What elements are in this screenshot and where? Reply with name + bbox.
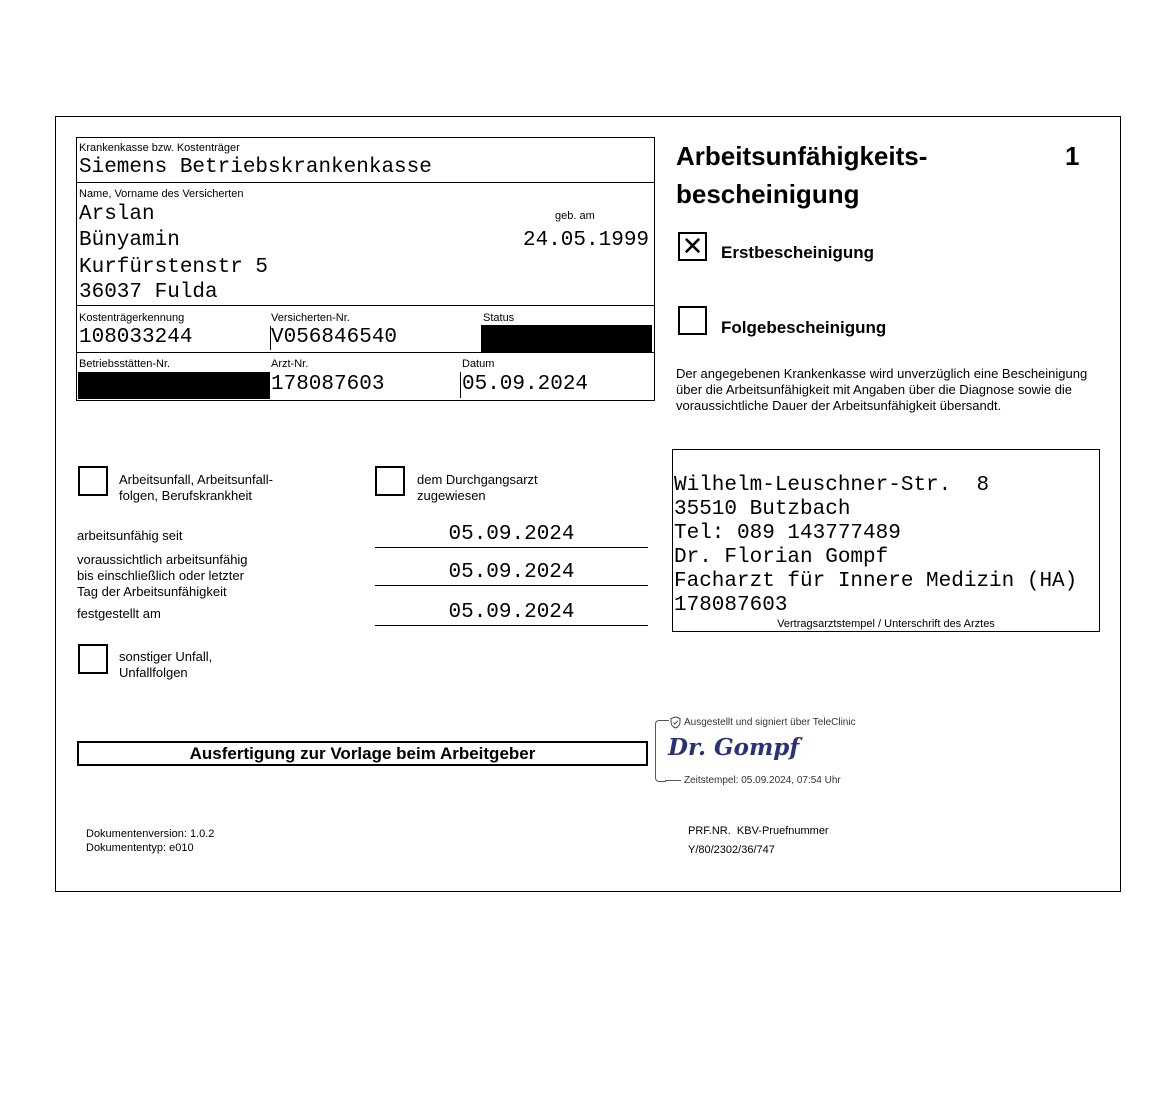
employer-copy-banner (77, 741, 648, 766)
durchgangsarzt-checkbox[interactable] (375, 466, 405, 496)
durchgangsarzt-label-2: zugewiesen (417, 488, 486, 503)
divider (77, 182, 654, 183)
insured-no: V056846540 (271, 326, 398, 349)
follow-cert-checkbox[interactable] (678, 306, 707, 335)
site-no-label: Betriebsstätten-Nr. (79, 358, 171, 370)
signature-name: Dr. Gompf (668, 734, 800, 761)
form-title-line1: Arbeitsunfähigkeits- (676, 141, 928, 171)
stamp-city: 35510 Butzbach (674, 498, 851, 521)
prf-value: Y/80/2302/36/747 (688, 844, 775, 856)
signature-bracket (655, 720, 666, 782)
insurer-label: Krankenkasse bzw. Kostenträger (79, 142, 240, 154)
form-title-line2: bescheinigung (676, 179, 860, 209)
doctor-no: 178087603 (271, 373, 385, 396)
stamp-street: Wilhelm-Leuschner-Str. 8 (674, 474, 990, 497)
insured-no-label: Versicherten-Nr. (271, 312, 350, 324)
until-label-1: voraussichtlich arbeitsunfähig (77, 552, 248, 567)
copy-number: 1 (1065, 141, 1080, 171)
underline (375, 547, 648, 548)
patient-dob: 24.05.1999 (523, 229, 650, 252)
carrier-id-label: Kostenträgerkennung (79, 312, 185, 324)
determined-label: festgestellt am (77, 606, 161, 621)
employer-copy-text: Ausfertigung zur Vorlage beim Arbeitgeber (189, 744, 536, 763)
prf-label: PRF.NR. KBV-Pruefnummer (688, 825, 829, 837)
dob-label: geb. am (555, 210, 595, 222)
stamp-doctor-no: 178087603 (674, 594, 788, 617)
stamp-doctor-name: Dr. Florian Gompf (674, 546, 889, 569)
divider (77, 352, 654, 353)
signature-top-line (665, 720, 669, 721)
other-accident-checkbox[interactable] (78, 644, 108, 674)
underline (375, 585, 648, 586)
first-cert-label: Erstbescheinigung (721, 243, 875, 262)
work-accident-checkbox[interactable] (78, 466, 108, 496)
date-label: Datum (462, 358, 495, 370)
patient-city: 36037 Fulda (79, 281, 218, 304)
divider (77, 305, 654, 306)
doc-version: Dokumentenversion: 1.0.2 (86, 828, 215, 840)
since-value: 05.09.2024 (448, 523, 575, 546)
work-accident-label-2: folgen, Berufskrankheit (119, 488, 252, 503)
patient-first-name: Bünyamin (79, 229, 180, 252)
stamp-caption: Vertragsarztstempel / Unterschrift des Arztes (777, 618, 995, 630)
doctor-no-label: Arzt-Nr. (271, 358, 309, 370)
work-accident-label-1: Arbeitsunfall, Arbeitsunfall- (119, 472, 273, 487)
carrier-id: 108033244 (79, 326, 193, 349)
other-accident-label-1: sonstiger Unfall, (119, 649, 213, 664)
name-label: Name, Vorname des Versicherten (79, 188, 244, 200)
follow-cert-label: Folgebescheinigung (721, 318, 887, 337)
until-label-2: bis einschließlich oder letzter (77, 568, 244, 583)
issue-date: 05.09.2024 (462, 373, 589, 396)
durchgangsarzt-label-1: dem Durchgangsarzt (417, 472, 538, 487)
other-accident-label-2: Unfallfolgen (119, 665, 188, 680)
checkmark-x-icon: ✕ (681, 231, 704, 261)
status-label: Status (483, 312, 515, 324)
patient-street: Kurfürstenstr 5 (79, 256, 269, 279)
signature-bottom-line (665, 780, 681, 781)
determined-value: 05.09.2024 (448, 601, 575, 624)
field-separator (460, 372, 461, 398)
notice-text: Der angegebenen Krankenkasse wird unverzüglich eine Bescheinigung über die Arbeitsunfähigkeit mit Angaben über die Diagnose sowie die voraussichtliche Dauer der Arbeitsunfähigkeit übersandt. (676, 366, 1088, 413)
shield-check-icon (670, 716, 681, 729)
stamp-specialty: Facharzt für Innere Medizin (HA) (674, 570, 1078, 593)
first-cert-checkbox[interactable] (678, 232, 707, 261)
patient-last-name: Arslan (79, 203, 155, 226)
stamp-phone: Tel: 089 143777489 (674, 522, 901, 545)
issued-via-text: Ausgestellt und signiert über TeleClinic (684, 717, 856, 728)
until-value: 05.09.2024 (448, 561, 575, 584)
status-redacted (481, 325, 652, 352)
insurer-name: Siemens Betriebskrankenkasse (79, 156, 432, 179)
doc-type: Dokumententyp: e010 (86, 842, 194, 854)
signature-timestamp: Zeitstempel: 05.09.2024, 07:54 Uhr (684, 775, 841, 786)
site-no-redacted (78, 372, 270, 399)
underline (375, 625, 648, 626)
since-label: arbeitsunfähig seit (77, 528, 183, 543)
until-label-3: Tag der Arbeitsunfähigkeit (77, 584, 227, 599)
